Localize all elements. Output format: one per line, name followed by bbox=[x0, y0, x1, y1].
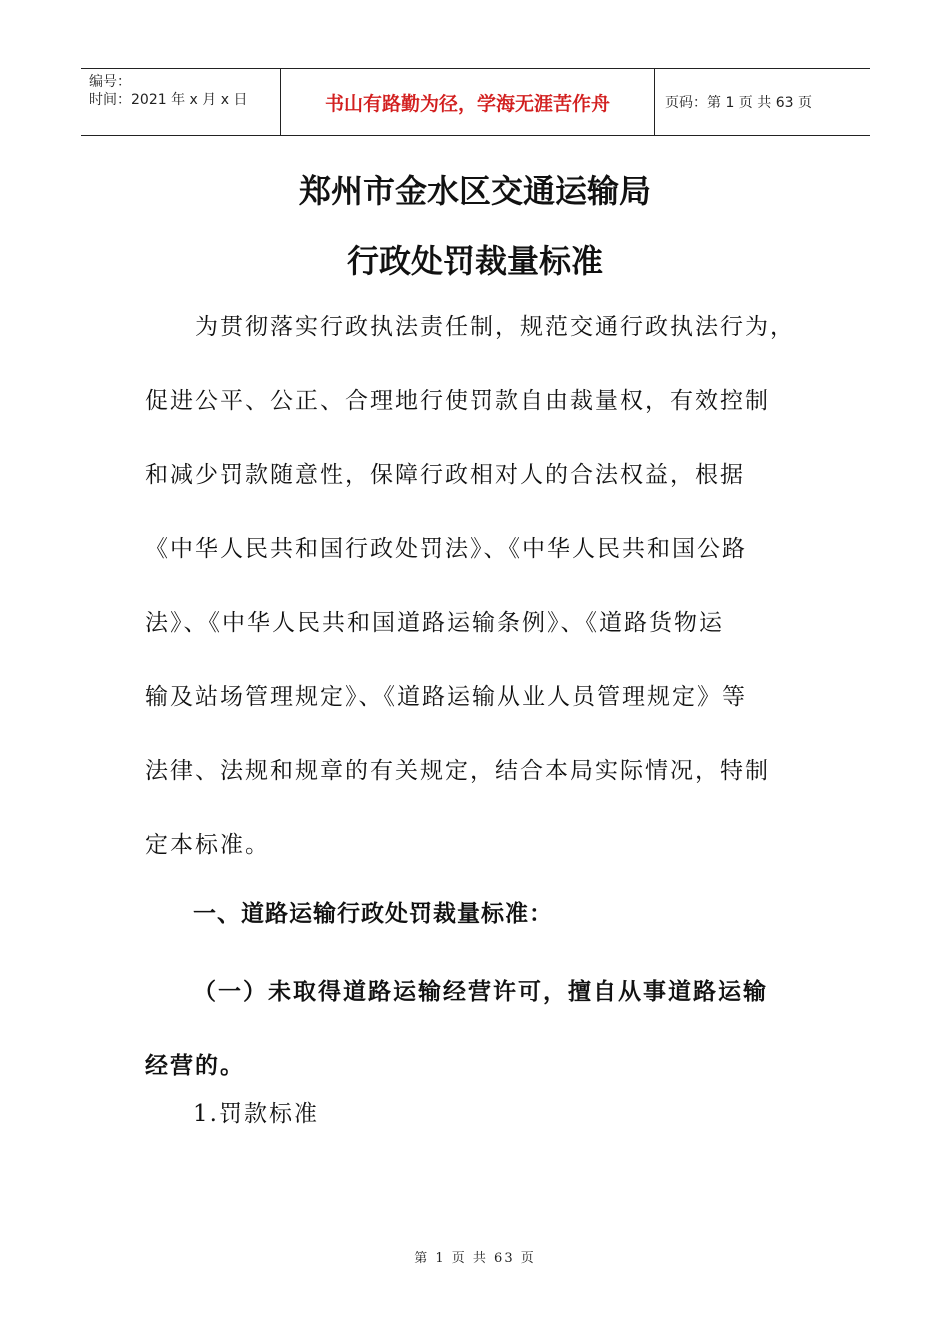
document-title-line1: 郑州市金水区交通运输局 bbox=[298, 172, 651, 210]
intro-line: 《中华人民共和国行政处罚法》、《中华人民共和国公路 bbox=[145, 536, 747, 562]
intro-line: 促进公平、公正、合理地行使罚款自由裁量权，有效控制 bbox=[145, 388, 770, 414]
subsection-heading-line1: （一）未取得道路运输经营许可，擅自从事道路运输 bbox=[193, 978, 768, 1005]
header-info-cell bbox=[81, 69, 281, 135]
document-date-label: 时间：2021 年 x 月 x 日 bbox=[89, 92, 248, 108]
subsection-heading-line2: 经营的。 bbox=[145, 1052, 245, 1079]
header-page-label: 页码：第 1 页 共 63 页 bbox=[665, 95, 812, 111]
document-number-label: 编号： bbox=[89, 74, 131, 90]
intro-line: 法》、《中华人民共和国道路运输条例》、《道路货物运 bbox=[145, 610, 724, 636]
document-title-line2: 行政处罚裁量标准 bbox=[346, 242, 603, 280]
section-heading: 一、道路运输行政处罚裁量标准： bbox=[193, 901, 553, 927]
item-heading: 1.罚款标准 bbox=[193, 1101, 319, 1127]
intro-line: 法律、法规和规章的有关规定，结合本局实际情况，特制 bbox=[145, 758, 770, 784]
intro-line: 为贯彻落实行政执法责任制，规范交通行政执法行为， bbox=[145, 314, 795, 340]
subsection-heading bbox=[145, 955, 813, 1103]
intro-line: 输及站场管理规定》、《道路运输从业人员管理规定》等 bbox=[145, 684, 747, 710]
header-motto: 书山有路勤为径，学海无涯苦作舟 bbox=[281, 69, 655, 135]
page-footer: 第 1 页 共 63 页 bbox=[414, 1251, 536, 1266]
header-table bbox=[81, 68, 870, 136]
intro-line: 和减少罚款随意性，保障行政相对人的合法权益，根据 bbox=[145, 462, 745, 488]
intro-paragraph bbox=[145, 290, 813, 882]
intro-line: 定本标准。 bbox=[145, 832, 270, 858]
